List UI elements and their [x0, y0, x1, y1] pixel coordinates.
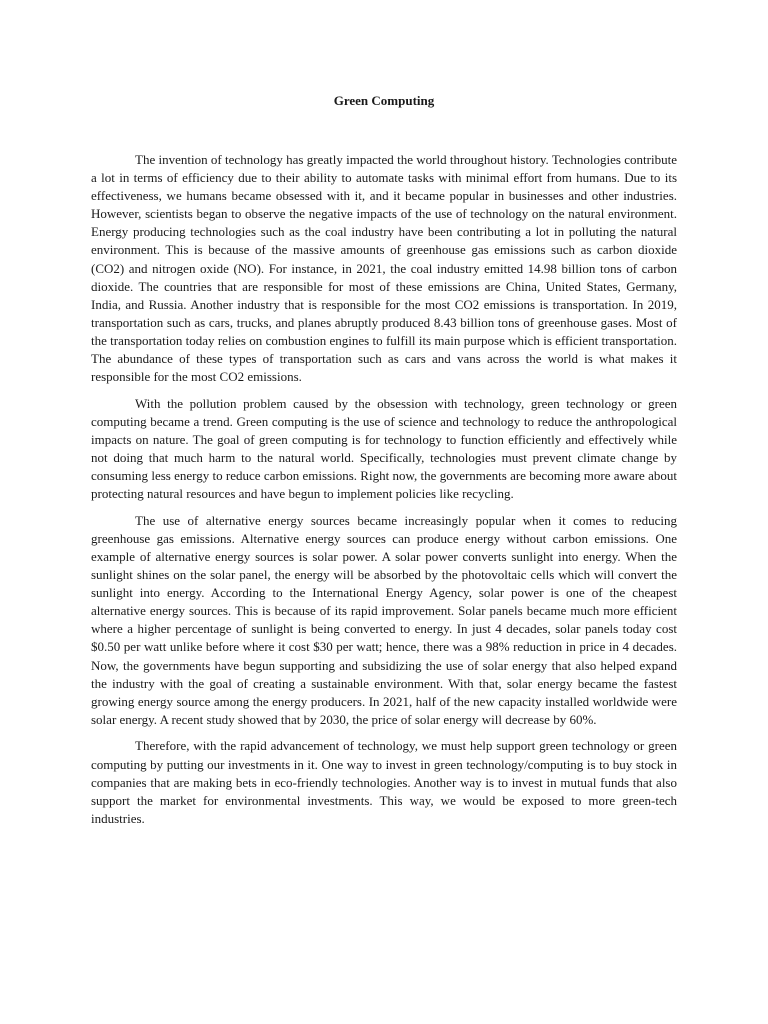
document-title: Green Computing [333, 93, 435, 108]
paragraph-conclusion: Therefore, with the rapid advancement of technology, we must help support green technology or green computing by putting our investments in it. One way to invest in green technology/computing is to buy stock in companies that are making bets in eco-friendly technologies. Another way is to invest in mutual funds that also support the market for environmental investments. This way, we would be exposed to more green-tech industries. [91, 738, 677, 826]
paragraph-introduction: The invention of technology has greatly impacted the world throughout history. Technologies contribute a lot in terms of efficiency due to their ability to automate tasks with minimal effort from humans. Due to its effectiveness, we humans became obsessed with it, and it became popular in businesses and other industries. However, scientists began to observe the negative impacts of the use of technology on the natural environment. Energy producing technologies such as the coal industry have been contributing a lot in polluting the natural environment. This is because of the massive amounts of greenhouse gas emissions such as carbon dioxide (CO2) and nitrogen oxide (NO). For instance, in 2021, the coal industry emitted 14.98 billion tons of carbon dioxide. The countries that are responsible for most of these emissions are China, United States, Germany, India, and Russia. Another industry that is responsible for the most CO2 emissions is transportation. In 2019, transportation such as cars, trucks, and planes abruptly produced 8.43 billion tons of greenhouse gases. Most of the transportation today relies on combustion engines to fulfill its main purpose which is efficient transportation. The abundance of these types of transportation such as cars and vans across the world is what makes it responsible for the most CO2 emissions. [91, 152, 677, 385]
document-body [91, 151, 677, 836]
paragraph-green-computing: With the pollution problem caused by the obsession with technology, green technology or green computing became a trend. Green computing is the use of science and technology to reduce the anthropological impacts on nature. The goal of green computing is for technology to function efficiently and effectively while not doing that much harm to the natural world. Specifically, technologies must prevent climate change by consuming less energy to reduce carbon emissions. Right now, the governments are becoming more aware about protecting natural resources and have begun to implement policies like recycling. [91, 395, 677, 502]
paragraph-alternative-energy: The use of alternative energy sources became increasingly popular when it comes to reducing greenhouse gas emissions. Alternative energy sources can produce energy without carbon emissions. One example of alternative energy sources is solar power. A solar power converts sunlight into energy. When the sunlight shines on the solar panel, the energy will be absorbed by the photovoltaic cells which will convert the sunlight into energy. According to the International Energy Agency, solar power is one of the cheapest alternative energy sources. This is because of its rapid improvement. Solar panels became much more efficient where a higher percentage of sunlight is being converted to energy. In just 4 decades, solar panels today cost $0.50 per watt unlike before where it cost $30 per watt; hence, there was a 98% reduction in price in 4 decades. Now, the governments have begun supporting and subsidizing the use of solar energy that also helped expand the industry with the goal of creating a sustainable environment. With that, solar energy became the fastest growing energy source among the energy producers. In 2021, half of the new capacity installed worldwide were solar energy. A recent study showed that by 2030, the price of solar energy will decrease by 60%. [91, 512, 677, 727]
